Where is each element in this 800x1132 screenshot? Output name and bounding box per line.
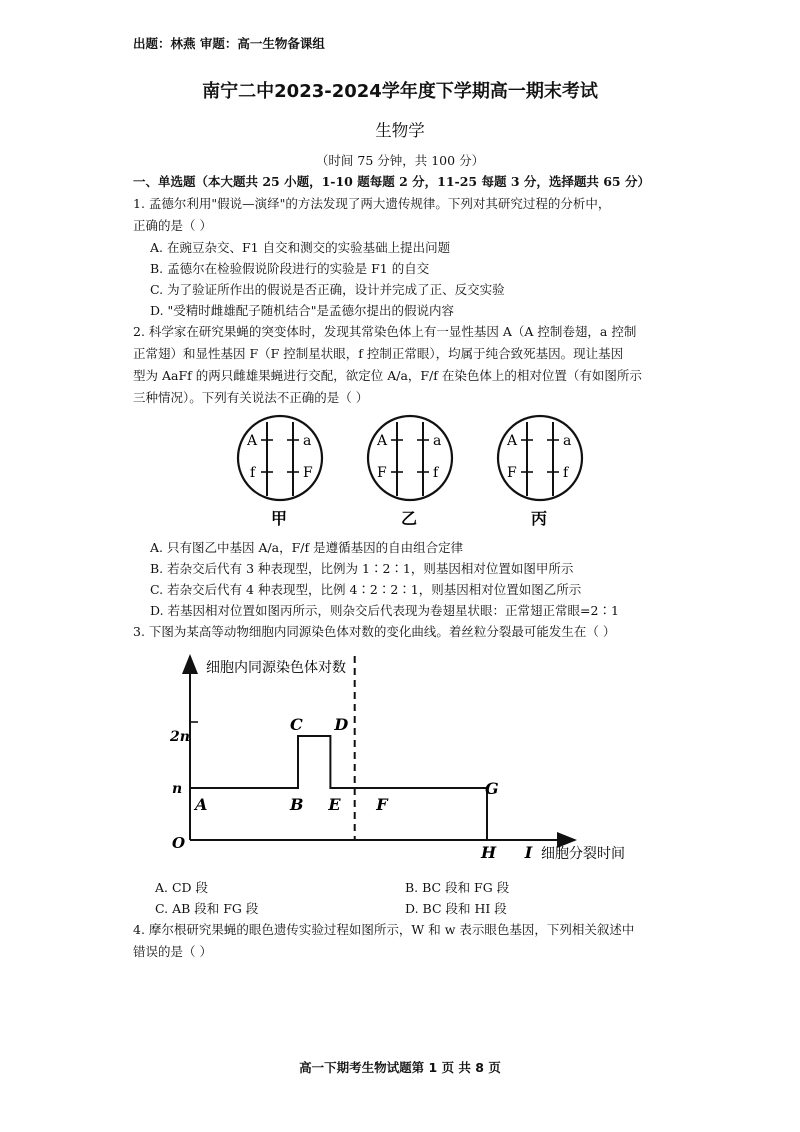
q1-option-a: A. 在豌豆杂交、F1 自交和测交的实验基础上提出问题 <box>150 240 451 255</box>
q3-option-c: C. AB 段和 FG 段 <box>155 901 259 916</box>
cell-jia <box>238 416 322 528</box>
cell-bing <box>498 416 582 528</box>
gene-top-right: a <box>303 433 312 449</box>
page-footer: 高一下期考生物试题第 1 页 共 8 页 <box>299 1060 501 1075</box>
q2-line-2: 正常翅）和显性基因 F（F 控制星状眼，f 控制正常眼），均属于纯合致死基因。现让基因 <box>133 346 624 361</box>
point-label-d: D <box>334 715 349 734</box>
y-axis-label: 细胞内同源染色体对数 <box>206 660 346 676</box>
q1-line-2: 正确的是（ ） <box>133 218 212 233</box>
y-tick-n: n <box>172 781 183 797</box>
point-label-a: A <box>195 795 208 814</box>
point-label-c: C <box>290 715 303 734</box>
gene-bottom-left: f <box>250 465 256 481</box>
cell-label-jia: 甲 <box>271 509 288 528</box>
gene-bottom-left: F <box>377 465 387 481</box>
cell-circle <box>238 416 322 500</box>
q1-line-1: 1. 孟德尔利用"假说—演绎"的方法发现了两大遗传规律。下列对其研究过程的分析中， <box>133 196 611 211</box>
q2-line-3: 型为 AaFf 的两只雌雄果蝇进行交配，欲定位 A/a，F/f 在染色体上的相对位置（有如图所示 <box>133 368 642 383</box>
cell-label-yi: 乙 <box>401 509 418 528</box>
gene-bottom-right: f <box>563 465 569 481</box>
q3-option-d: D. BC 段和 HI 段 <box>405 901 507 916</box>
q3-option-b: B. BC 段和 FG 段 <box>405 880 510 895</box>
point-label-g: G <box>485 779 499 798</box>
gene-top-left: A <box>247 433 258 449</box>
data-line <box>190 736 487 788</box>
exam-title: 南宁二中2023-2024学年度下学期高一期末考试 <box>202 81 598 102</box>
gene-bottom-right: F <box>303 465 313 481</box>
q2-option-b: B. 若杂交后代有 3 种表现型，比例为 1∶2∶1，则基因相对位置如图甲所示 <box>150 561 574 576</box>
chromosome-diagrams <box>225 410 605 530</box>
origin-label: O <box>172 834 186 852</box>
q1-option-d: D. "受精时雌雄配子随机结合"是孟德尔提出的假说内容 <box>150 303 455 318</box>
q4-line-2: 错误的是（ ） <box>133 944 212 959</box>
section-header: 一、单选题（本大题共 25 小题，1-10 题每题 2 分，11-25 每题 3 分，选择题共 65 分） <box>133 174 650 189</box>
gene-bottom-left: F <box>507 465 517 481</box>
q2-line-1: 2. 科学家在研究果蝇的突变体时，发现其常染色体上有一显性基因 A（A 控制卷翅，a 控制 <box>133 324 637 339</box>
header-note: 出题：林燕 审题：高一生物备课组 <box>133 36 325 51</box>
homologous-pairs-chart <box>170 648 650 870</box>
gene-bottom-right: f <box>433 465 439 481</box>
cell-circle <box>368 416 452 500</box>
point-label-h: H <box>481 843 497 862</box>
point-label-b: B <box>290 795 304 814</box>
q2-line-4: 三种情况）。下列有关说法不正确的是（ ） <box>133 390 369 405</box>
cell-yi <box>368 416 452 528</box>
cell-label-bing: 丙 <box>531 509 548 528</box>
point-label-i: I <box>524 843 533 862</box>
gene-top-left: A <box>507 433 518 449</box>
gene-top-right: a <box>433 433 442 449</box>
gene-top-right: a <box>563 433 572 449</box>
q3-option-a: A. CD 段 <box>155 880 209 895</box>
y-tick-2n: 2n <box>170 729 190 745</box>
q3-line: 3. 下图为某高等动物细胞内同源染色体对数的变化曲线。着丝粒分裂最可能发生在（ ） <box>133 624 616 639</box>
x-axis-label: 细胞分裂时间 <box>541 846 625 862</box>
point-label-f: F <box>376 795 388 814</box>
point-label-e: E <box>328 795 341 814</box>
exam-info: （时间 75 分钟，共 100 分） <box>315 153 485 168</box>
cell-circle <box>498 416 582 500</box>
q1-option-b: B. 孟德尔在检验假说阶段进行的实验是 F1 的自交 <box>150 261 430 276</box>
q2-option-c: C. 若杂交后代有 4 种表现型，比例 4∶2∶2∶1，则基因相对位置如图乙所示 <box>150 582 582 597</box>
q2-option-a: A. 只有图乙中基因 A/a，F/f 是遵循基因的自由组合定律 <box>150 540 464 555</box>
subject-title: 生物学 <box>375 121 425 140</box>
gene-top-left: A <box>377 433 388 449</box>
q4-line-1: 4. 摩尔根研究果蝇的眼色遗传实验过程如图所示，W 和 w 表示眼色基因，下列相关叙述中 <box>133 922 635 937</box>
q2-option-d: D. 若基因相对位置如图丙所示，则杂交后代表现为卷翅星状眼：正常翅正常眼=2∶1 <box>150 603 619 618</box>
q1-option-c: C. 为了验证所作出的假说是否正确，设计并完成了正、反交实验 <box>150 282 505 297</box>
